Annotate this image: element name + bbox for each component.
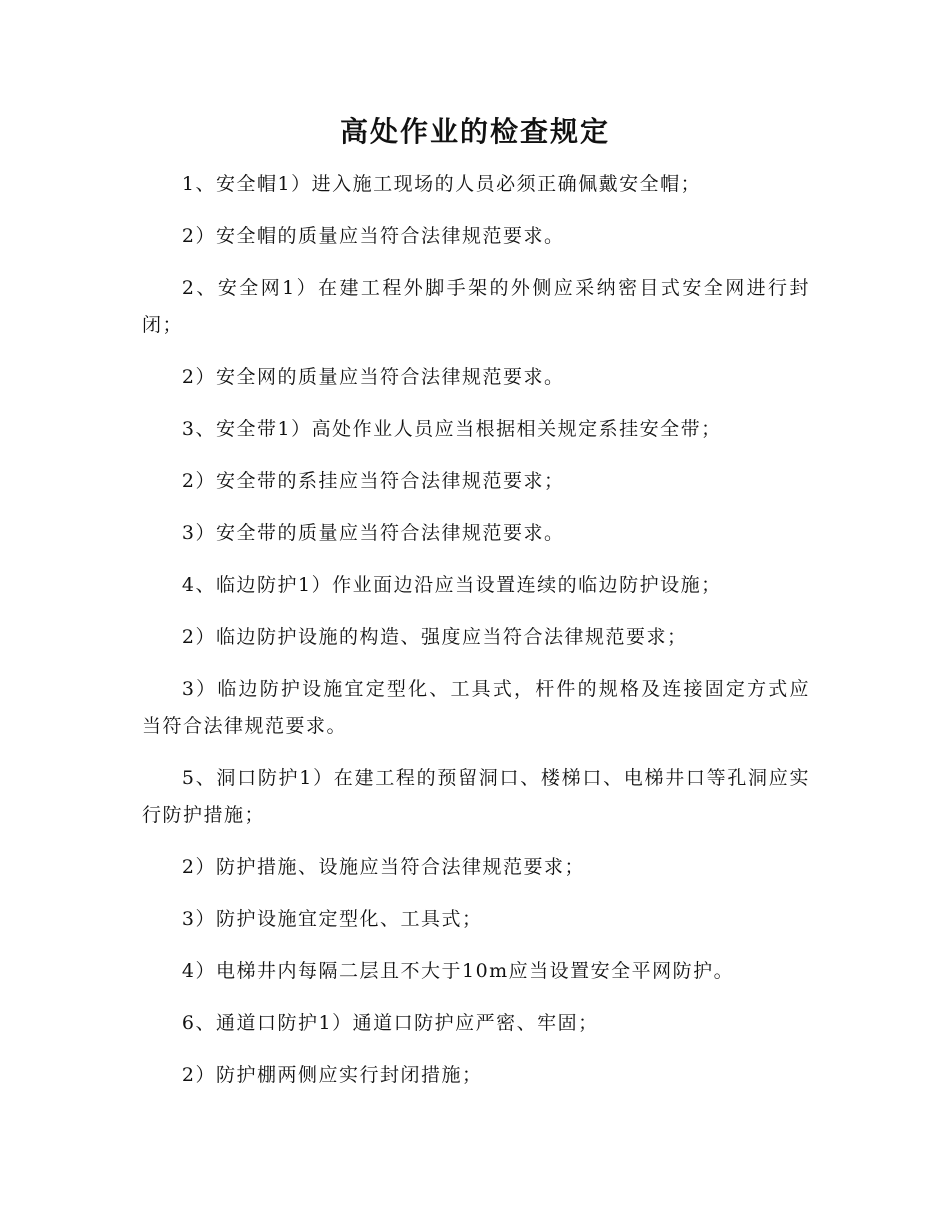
paragraph: 2）安全帽的质量应当符合法律规范要求。 [181, 225, 565, 247]
paragraph: 3）防护设施宜定型化、工具式； [181, 908, 483, 930]
paragraph: 5、洞口防护1）在建工程的预留洞口、楼梯口、电梯井口等孔洞应实行防护措施； [142, 767, 810, 826]
document-body [142, 166, 810, 1109]
paragraph: 4、临边防护1）作业面边沿应当设置连续的临边防护设施； [181, 574, 722, 596]
paragraph: 4）电梯井内每隔二层且不大于10m应当设置安全平网防护。 [181, 960, 735, 982]
paragraph: 2）防护棚两侧应实行封闭措施； [181, 1064, 483, 1086]
paragraph: 2）临边防护设施的构造、强度应当符合法律规范要求； [181, 626, 688, 648]
paragraph: 3、安全带1）高处作业人员应当根据相关规定系挂安全带； [181, 418, 722, 440]
paragraph: 2）安全网的质量应当符合法律规范要求。 [181, 366, 565, 388]
paragraph: 2）防护措施、设施应当符合法律规范要求； [181, 856, 585, 878]
paragraph: 2）安全带的系挂应当符合法律规范要求； [181, 470, 565, 492]
paragraph: 6、通道口防护1）通道口防护应严密、牢固； [181, 1012, 599, 1034]
paragraph: 3）安全带的质量应当符合法律规范要求。 [181, 522, 565, 544]
document-title: 高处作业的检查规定 [339, 115, 610, 148]
paragraph: 1、安全帽1）进入施工现场的人员必须正确佩戴安全帽； [181, 173, 702, 195]
paragraph: 2、安全网1）在建工程外脚手架的外侧应采纳密目式安全网进行封闭； [142, 277, 810, 336]
paragraph: 3）临边防护设施宜定型化、工具式，杆件的规格及连接固定方式应当符合法律规范要求。 [142, 678, 810, 737]
